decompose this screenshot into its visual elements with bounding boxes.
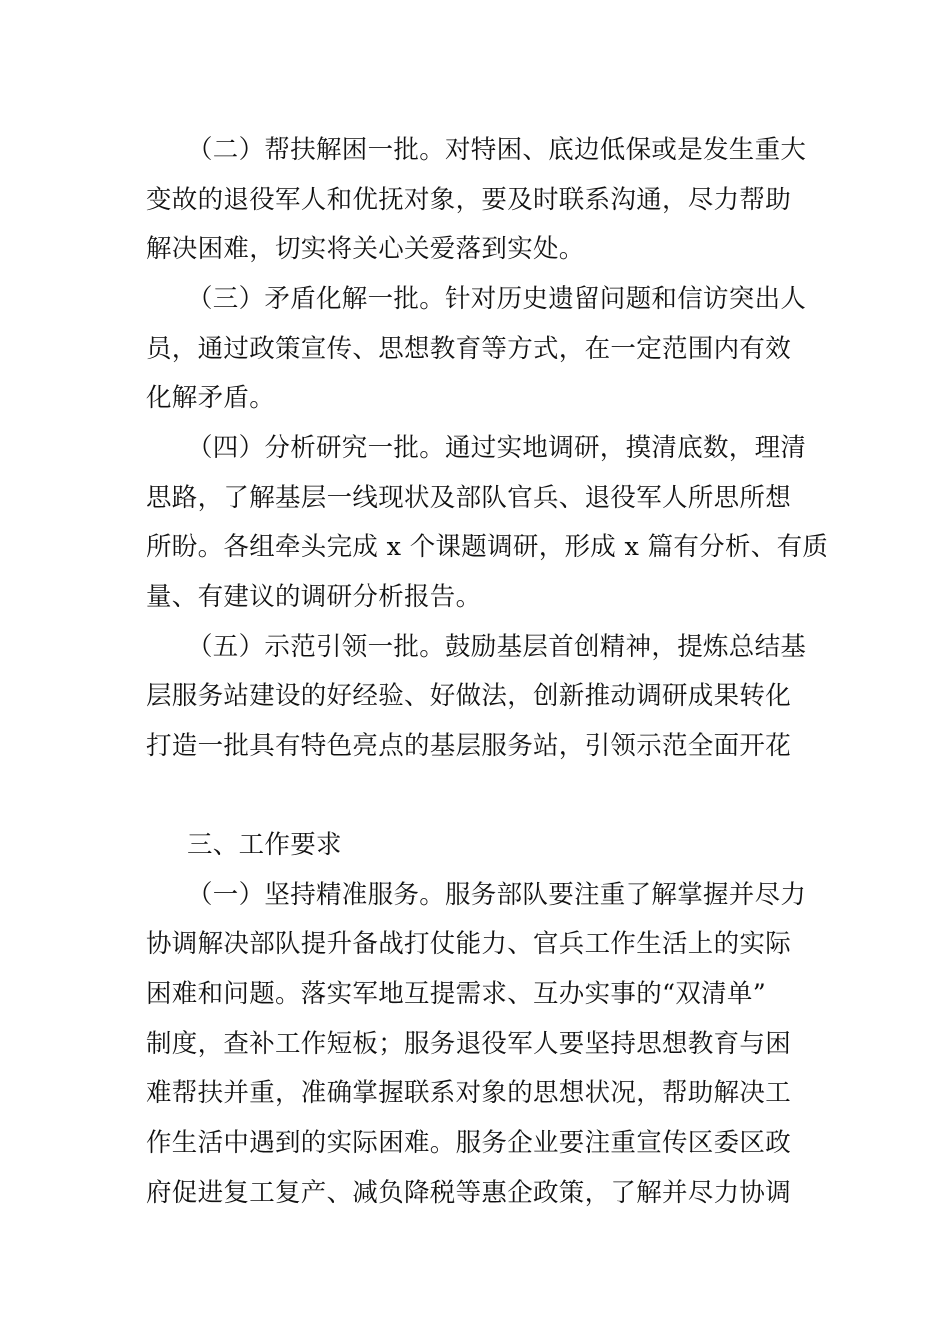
paragraph-4-line-2: 思路，了解基层一线现状及部队官兵、退役军人所思所想: [146, 483, 792, 513]
paragraph-3-line-2: 员，通过政策宣传、思想教育等方式，在一定范围内有效: [146, 334, 792, 364]
section-heading: 三、工作要求: [187, 830, 342, 860]
requirement-1-line-4: 制度，查补工作短板；服务退役军人要坚持思想教育与困: [146, 1029, 792, 1059]
requirement-1-line-1: （一）坚持精准服务。服务部队要注重了解掌握并尽力: [187, 880, 807, 910]
paragraph-3-line-1: （三）矛盾化解一批。针对历史遗留问题和信访突出人: [187, 284, 807, 314]
paragraph-5-line-1: （五）示范引领一批。鼓励基层首创精神，提炼总结基: [187, 632, 807, 662]
requirement-1-line-2: 协调解决部队提升备战打仗能力、官兵工作生活上的实际: [146, 929, 792, 959]
paragraph-5-line-3: 打造一批具有特色亮点的基层服务站，引领示范全面开花: [146, 731, 792, 761]
requirement-1-line-7: 府促进复工复产、减负降税等惠企政策，了解并尽力协调: [146, 1178, 792, 1208]
paragraph-2-line-1: （二）帮扶解困一批。对特困、底边低保或是发生重大: [187, 135, 807, 165]
paragraph-5-line-2: 层服务站建设的好经验、好做法，创新推动调研成果转化: [146, 681, 792, 711]
requirement-1-line-3: 困难和问题。落实军地互提需求、互办实事的“双清单”: [146, 979, 767, 1009]
paragraph-4-line-3: 所盼。各组牵头完成 x 个课题调研，形成 x 篇有分析、有质: [146, 532, 829, 562]
paragraph-4-line-4: 量、有建议的调研分析报告。: [146, 582, 482, 612]
paragraph-2-line-3: 解决困难，切实将关心关爱落到实处。: [146, 234, 585, 264]
paragraph-4-line-1: （四）分析研究一批。通过实地调研，摸清底数，理清: [187, 433, 807, 463]
paragraph-3-line-3: 化解矛盾。: [146, 383, 276, 413]
requirement-1-line-6: 作生活中遇到的实际困难。服务企业要注重宣传区委区政: [146, 1128, 792, 1158]
requirement-1-line-5: 难帮扶并重，准确掌握联系对象的思想状况，帮助解决工: [146, 1078, 792, 1108]
paragraph-2-line-2: 变故的退役军人和优抚对象，要及时联系沟通，尽力帮助: [146, 185, 792, 215]
